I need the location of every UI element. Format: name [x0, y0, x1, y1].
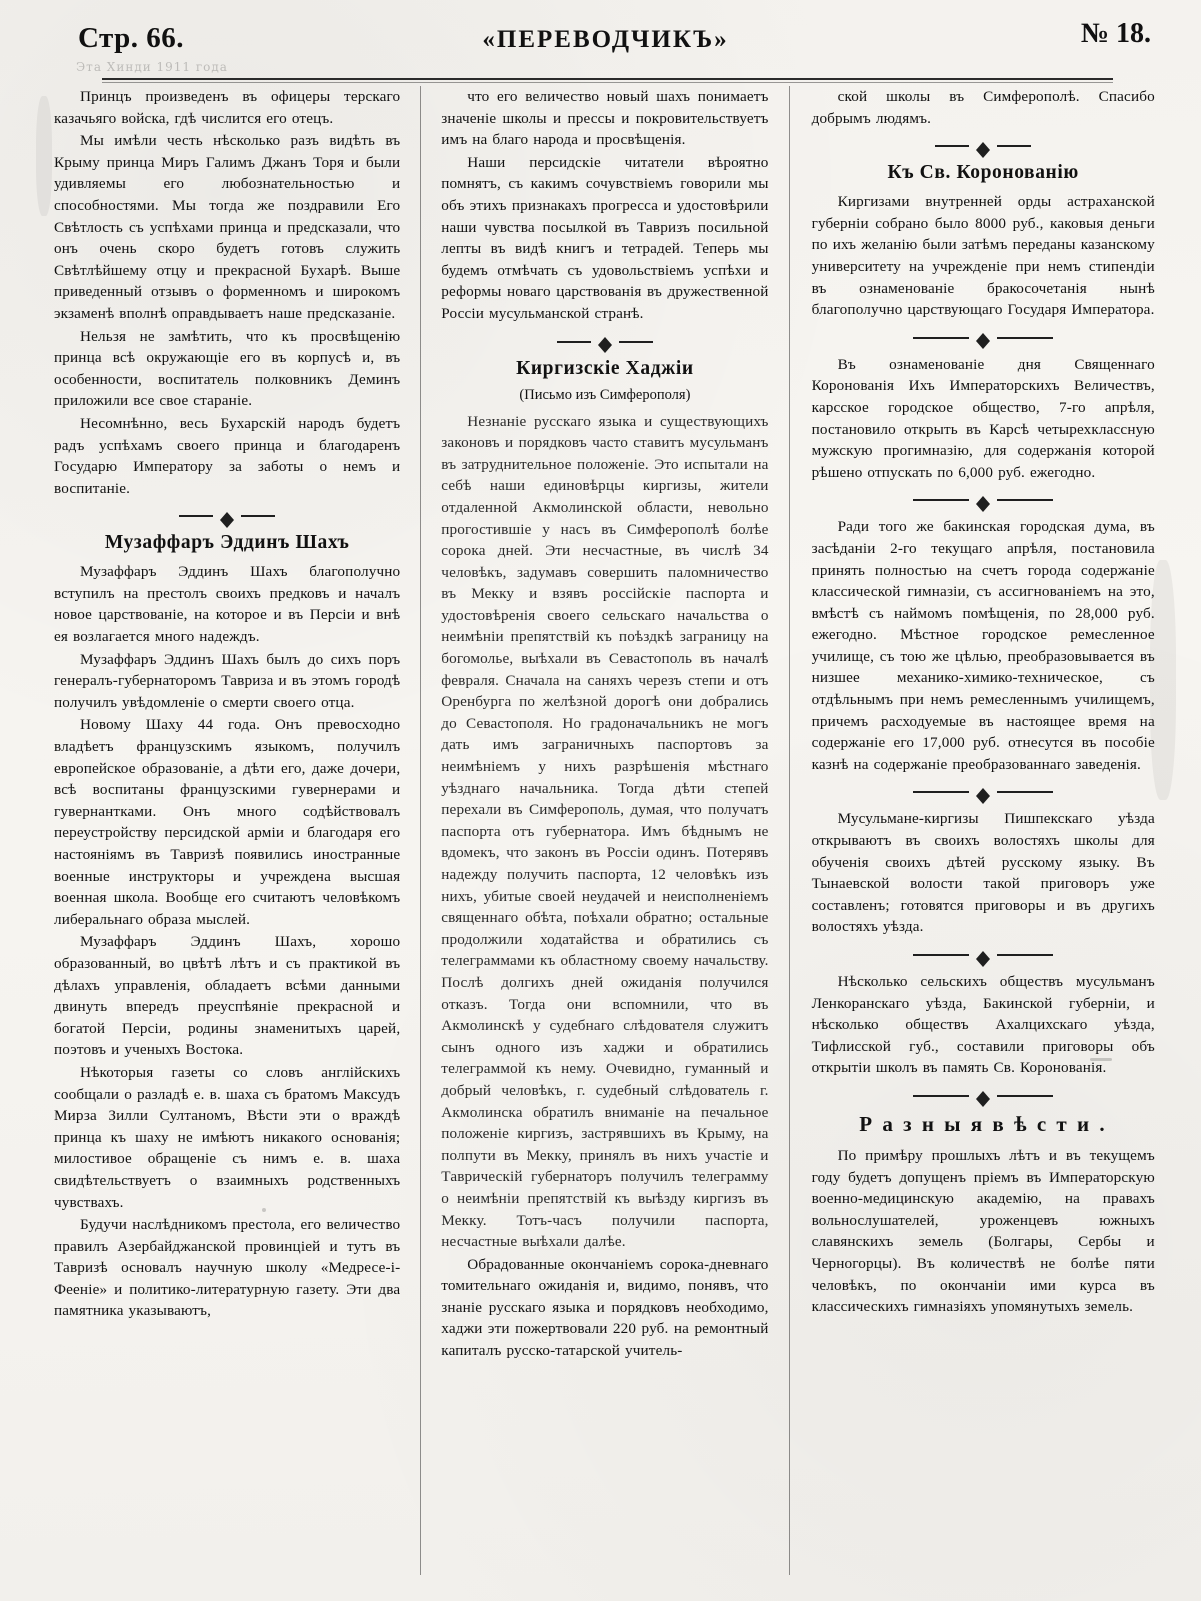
article-title: Музаффаръ Эддинъ Шахъ — [104, 532, 350, 554]
paragraph: Незнаніе русскаго языка и существующихъ законовъ и порядковъ часто ставитъ мусульманъ въ затруднительное положеніе. Это испытали на себѣ наши единовѣрцы киргизы, жители отдаленной Акмолинской области, невольно прогостившіе у насъ въ Симферополѣ болѣе сорока дней. Эти несчастные, въ числѣ 34 человѣкъ, задумавъ совершить паломничество въ Мекку и взявъ россійскіе паспорта и удостовѣренія своего сельскаго начальства о неимѣніи препятствій къ поѣздкѣ заграницу на богомолье, выѣхали въ Севастополь въ началѣ февраля. Сначала на саняхъ черезъ степи и отъ Оренбурга по желѣзной дорогѣ они добрались до Севастополя. Но градоначальникъ не могъ дать имъ заграничныхъ паспортовъ за неимѣніемъ у нихъ разрѣшенія мѣстнаго уѣзднаго начальника. Тогда дѣти степей перехали въ Симферополь, думая, что получатъ паспорта отъ губернатора. Имъ бѣднымъ не вдомекъ, что законъ въ Россіи одинъ. Потерявъ надежду получить паспорта, 12 человѣкъ изъ нихъ, убитые своей неудачей и неисполненіемъ священнаго обѣта, поѣхали обратно; остальные продолжили ходатайства и обратились съ телеграммами къ областному своему начальству. Послѣ долгихъ дней ожиданія получился отказъ. Тогда они вспомнили, что въ Акмолинскѣ у судебнаго слѣдователя служитъ сынъ одного изъ хаджи и обратились телеграммой къ нему. Очевидно, гуманный и добрый человѣкъ, г. судебный слѣдователь г. Акмолинска обратилъ вниманіе на печальное положеніе киргизъ, застрявшихъ въ Крыму, на полпути въ Мекку, принялъ въ нихъ участіе и Таврическій губернаторъ получилъ телеграмму о неимѣніи препятствій къ выѣзду киргизъ въ Мекку. Тотъ-часъ получили паспорта, несчастные выѣхали далѣе. — [441, 412, 769, 1251]
diamond-icon — [976, 489, 990, 504]
diamond-icon — [976, 944, 990, 959]
divider-line-left — [557, 341, 591, 343]
masthead — [52, 14, 1159, 76]
diamond-icon — [976, 781, 990, 796]
divider-line-left — [913, 791, 969, 793]
divider-line-right — [997, 499, 1053, 501]
paragraph: Мусульмане-киргизы Пишпекскаго уѣзда открываютъ въ своихъ волостяхъ школы для обученія своихъ дѣтей русскому языку. Въ Тынаевской волости такой приговоръ уже составленъ; готовятся приговоры и въ другихъ волостяхъ уѣзда. — [811, 810, 1155, 936]
paragraph: По примѣру прошлыхъ лѣтъ и въ текущемъ году будетъ допущенъ пріемъ въ Императорскую военно-медицинскую академію, на правахъ вольнослушателей, уроженцевъ южныхъ славянскихъ земель (Болгары, Сербы и Черногорцы). Въ количествѣ не болѣе пяти человѣкъ, по окончаніи ими курса въ классическихъ гимназіяхъ упомянутыхъ земель. — [811, 1146, 1155, 1316]
diamond-icon — [220, 505, 234, 520]
paragraph: Музаффаръ Эддинъ Шахъ, хорошо образованный, во цвѣтѣ лѣтъ и съ практикой въ дѣлахъ управленія, обладаетъ всѣми данными двинуть впередъ преуспѣяніе прекрасной и богатой Персіи, родины знаменитыхъ царей, поэтовъ и ученыхъ Востока. — [54, 933, 401, 1059]
paragraph: Киргизами внутренней орды астраханской губерніи собрано было 8000 руб., каковыя деньги по ихъ желанію были затѣмъ переданы казанскому университету на учрежденіе при немъ стипендіи въ ознаменованіе бракосочетанія нынѣ благополучно царствующаго Государя Императора. — [811, 193, 1155, 319]
paragraph: Нѣсколько сельскихъ обществъ мусульманъ Ленкоранскаго уѣзда, Бакинской губерніи, и нѣсколько обществъ Ахалцихскаго уѣзда, Тифлисской губ., составили приговоры объ открытіи школъ въ память Св. Коронованія. — [811, 973, 1155, 1077]
ornament-divider — [812, 1088, 1155, 1104]
divider-line-right — [997, 1095, 1053, 1097]
paragraph: Ради того же бакинская городская дума, въ засѣданіи 2-го текущаго апрѣля, постановила принять полностью на счетъ города содержаніе классической гимназіи, съ ассигнованіемъ на это, вмѣстѣ съ наймомъ помѣщенія, по 28,000 руб. ежегодно. Мѣстное городское ремесленное училище, съ тою же цѣлью, преобразовывается въ низшее механико-химико-техническое, съ отдѣльнымъ при немъ ремесленнымъ училищемъ, причемъ расходуемые въ настоящее время на содержаніе его 17,000 руб. отнесутся въ пособіе казнѣ на содержаніе преобразованнаго заведенія. — [811, 518, 1155, 773]
diamond-icon — [598, 330, 612, 345]
paragraph: Нельзя не замѣтить, что къ просвѣщенію принца всѣ окружающіе его въ корпусѣ и, въ особенности, воспитатель полковникъ Деминъ приложили все свое стараніе. — [54, 327, 401, 410]
scan-smudge — [36, 96, 52, 216]
paragraph: что его величество новый шахъ понимаетъ значеніе школы и прессы и покровительствуетъ имъ на благо народа и просвѣщенія. — [441, 88, 769, 149]
ornament-divider — [54, 508, 400, 524]
ornament-divider — [812, 492, 1155, 508]
divider-line-right — [241, 515, 275, 517]
divider-line-left — [913, 954, 969, 956]
column-2 — [420, 86, 788, 1575]
ornament-divider — [812, 947, 1155, 963]
divider-line-left — [913, 499, 969, 501]
divider-line-right — [997, 337, 1053, 339]
paragraph: Принцъ произведенъ въ офицеры терскаго казачьяго войска, гдѣ числится его отецъ. — [54, 88, 401, 127]
paragraph: Будучи наслѣдникомъ престола, его величество правилъ Азербайджанской провинціей и тутъ въ Тавризѣ основалъ научную школу «Медресе-і-Фееніе» и политико-литературную газету. Эти два памятника указываютъ, — [54, 1216, 401, 1320]
ornament-divider — [441, 334, 768, 350]
diamond-icon — [976, 326, 990, 341]
ornament-divider — [812, 784, 1155, 800]
article-title: Киргизскіе Хаджіи — [516, 357, 694, 379]
paragraph: Нѣкоторыя газеты со словъ англійскихъ сообщали о разладѣ е. в. шаха съ братомъ Максудъ Мирза Зилли Султаномъ, Вѣсти эти о враждѣ принца къ шаху не имѣютъ никакого основанія; милостивое обращеніе съ нимъ е. в. шаха свидѣтельствуетъ о взаимныхъ родственныхъ чувствахъ. — [54, 1063, 401, 1211]
divider-line-left — [935, 145, 969, 147]
page-number: Стр. 66. — [78, 22, 185, 54]
faint-margin-text: Эта Хинди 1911 года — [76, 60, 228, 74]
divider-line-right — [619, 341, 653, 343]
paragraph: Мы имѣли честь нѣсколько разъ видѣть въ Крыму принца Миръ Галимъ Джанъ Торя и были удивляемы его любознательностью и способностями. Мы тогда же поздравили Его Свѣтлость съ успѣхами принца и предсказали, что онъ очень скоро будетъ готовъ служить Свѣтлѣйшему отцу и прекрасной Бухарѣ. Выше приведенный отзывъ о форменномъ и широкомъ экзаменѣ вполнѣ оправдываетъ наше предсказаніе. — [54, 132, 401, 322]
article-subtitle: (Письмо изъ Симферополя) — [519, 386, 691, 403]
masthead-rule — [102, 78, 1113, 80]
paragraph: Музаффаръ Эддинъ Шахъ былъ до сихъ поръ генералъ-губернаторомъ Тавриза и въ этомъ городѣ получилъ увѣдомленіе о смерти своего отца. — [54, 650, 401, 711]
article-title: Къ Св. Коронованію — [887, 162, 1079, 184]
ornament-divider — [812, 330, 1155, 346]
column-1 — [52, 86, 420, 1575]
diamond-icon — [976, 1084, 990, 1099]
article-columns — [52, 86, 1157, 1575]
divider-line-right — [997, 954, 1053, 956]
divider-line-left — [913, 337, 969, 339]
paragraph: Въ ознаменованіе дня Священнаго Коронованія Ихъ Императорскихъ Величествъ, карсское городское общество, 7-го апрѣля, постановило открыть въ Карсѣ четырехклассную мужскую прогимназію, для содержанія которой рѣшено отпускать по 6,000 руб. ежегодно. — [811, 355, 1155, 481]
divider-line-left — [913, 1095, 969, 1097]
divider-line-right — [997, 791, 1053, 793]
paragraph: Обрадованные окончаніемъ сорока-дневнаго томительнаго ожиданія и, видимо, понявъ, что знаніе русскаго языка и порядковъ необходимо, хаджи эти пожертвовали 220 руб. на ремонтный капиталъ русско-татарской учитель- — [441, 1255, 769, 1360]
paragraph: Музаффаръ Эддинъ Шахъ благополучно вступилъ на престолъ своихъ предковъ и началъ новое царствованіе, на которое и въ Персіи и внѣ ея возлагается много надеждъ. — [54, 563, 401, 646]
issue-number: № 18. — [1080, 18, 1151, 49]
divider-line-right — [997, 145, 1031, 147]
ornament-divider — [812, 138, 1155, 154]
paragraph: Несомнѣнно, весь Бухарскій народъ будетъ радъ успѣхамъ своего принца и благодаренъ Государю Императору за заботы о немъ и воспитаніе. — [54, 414, 401, 497]
paragraph: Наши персидскіе читатели вѣроятно помнятъ, съ какимъ сочувствіемъ говорили мы объ этихъ признакахъ прогресса и удостовѣрили наши чувства посылкой въ Тавризъ посильной лепты въ видѣ книгъ и тетрадей. Теперь мы будемъ отмѣчать съ удовольствіемъ успѣхи и реформы новаго царствованія въ дружественной Россіи мусульманской странѣ. — [441, 153, 769, 322]
section-title: Р а з н ы я в ѣ с т и . — [859, 1111, 1108, 1136]
paragraph: Новому Шаху 44 года. Онъ превосходно владѣетъ французскимъ языкомъ, получилъ европейское образованіе, а дѣти его, даже дочери, всѣ воспитаны французскими гувернерами и гувернантками. Онъ много содѣйствовалъ переустройству персидской арміи и благодаря его настояніямъ въ Тавризѣ появились иностранные военные инструкторы и учреждена высшая военная школа. Вообще его считаютъ человѣкомъ либеральнаго образа мыслей. — [54, 716, 401, 928]
paper-title: «ПЕРЕВОДЧИКЪ» — [482, 26, 729, 53]
divider-line-left — [179, 515, 213, 517]
column-3 — [789, 86, 1157, 1575]
diamond-icon — [976, 135, 990, 150]
paragraph: ской школы въ Симферополѣ. Спасибо добрымъ людямъ. — [811, 88, 1155, 127]
